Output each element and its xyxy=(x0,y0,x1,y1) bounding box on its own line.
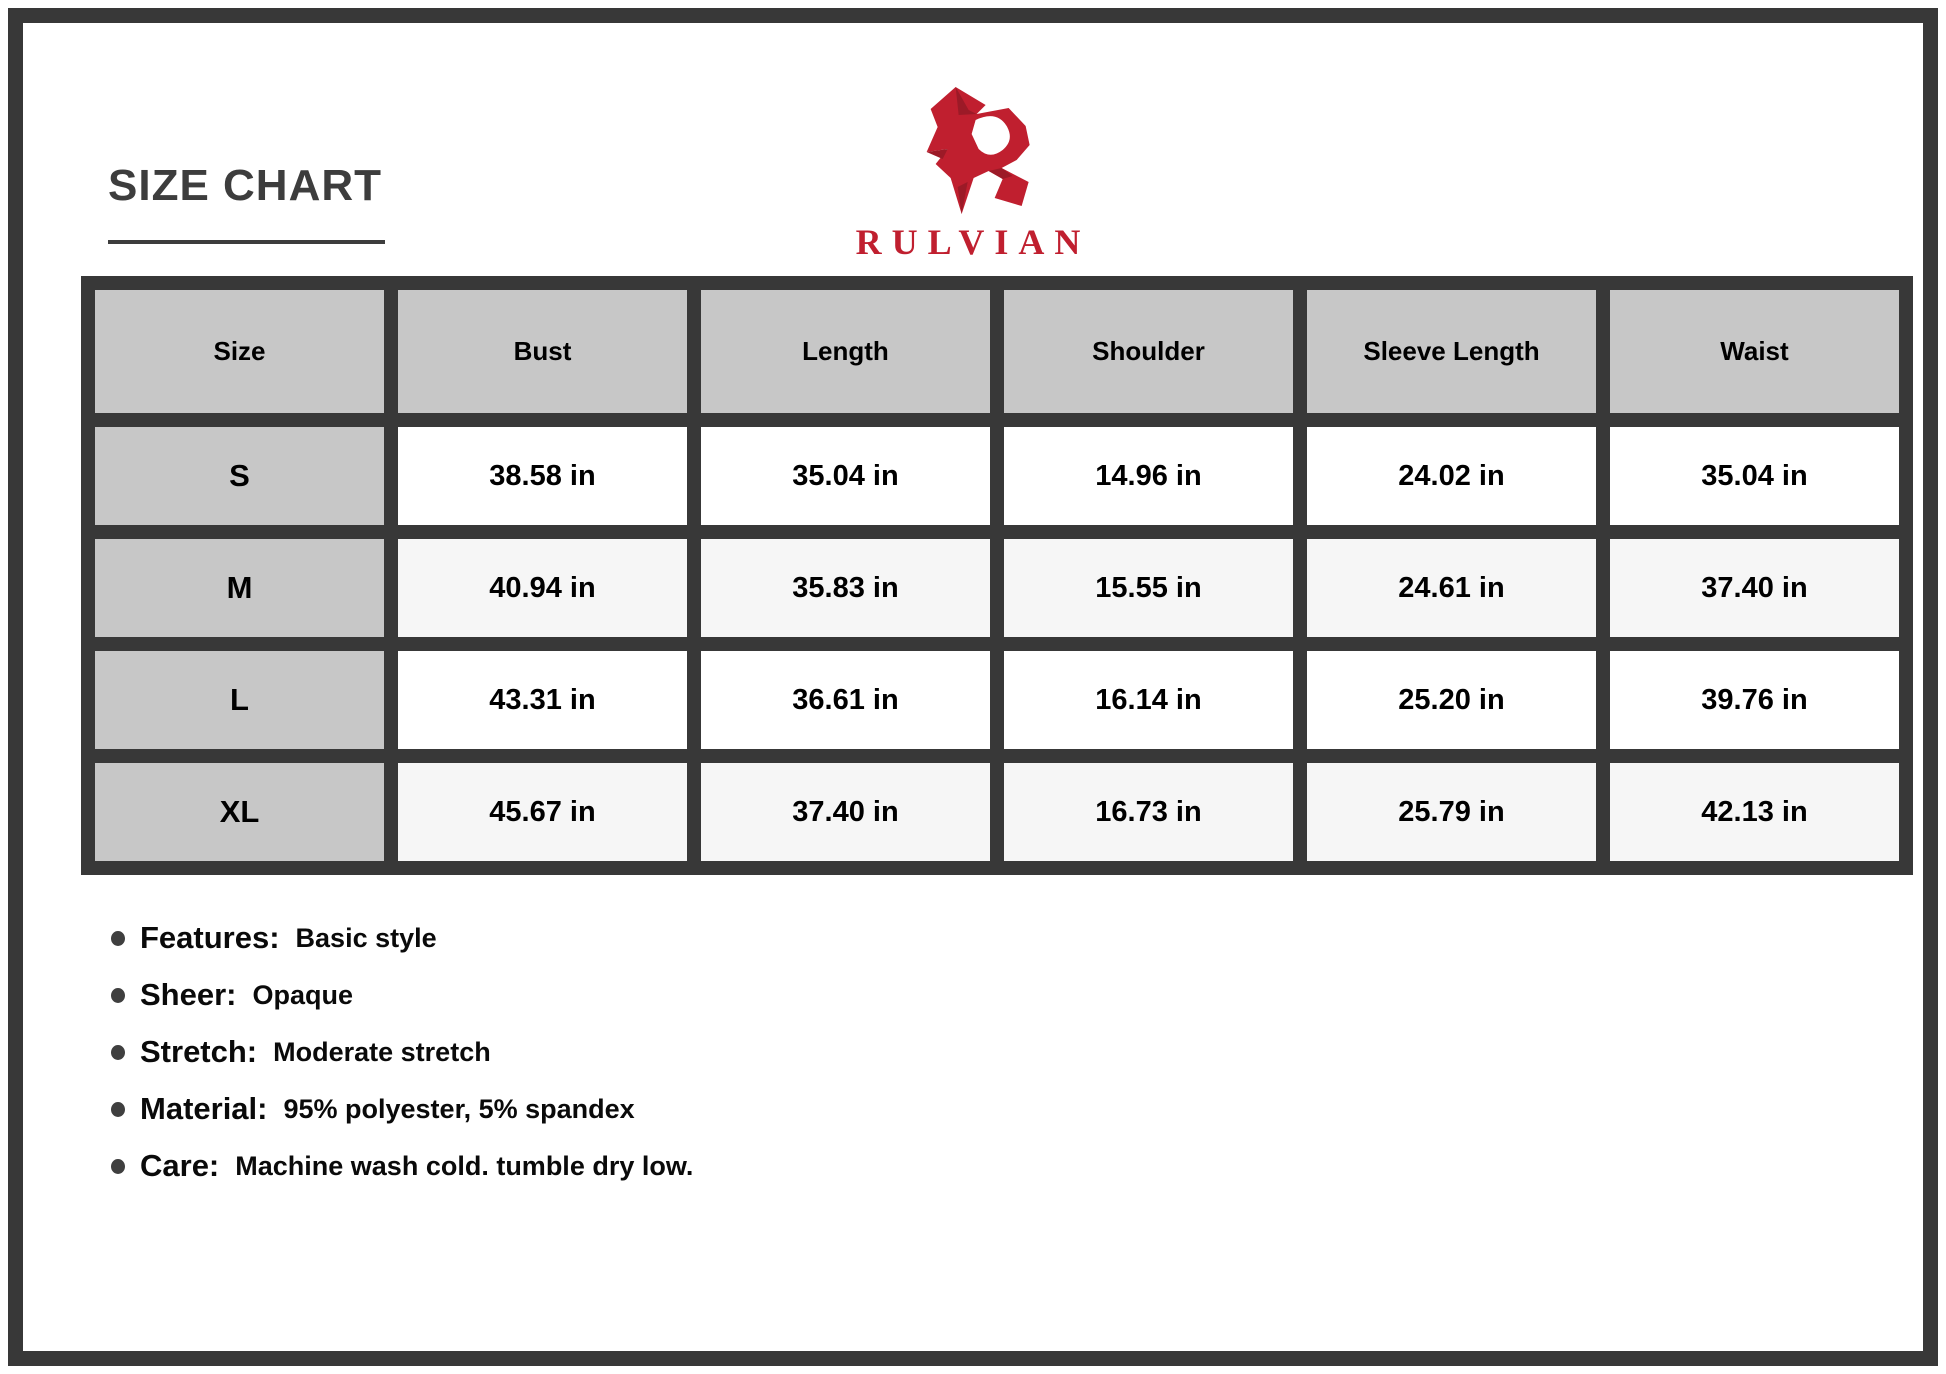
bullet-icon xyxy=(111,1159,125,1174)
brand-logo xyxy=(856,79,1091,263)
row-s-length: 35.04 in xyxy=(701,427,990,525)
row-xl-sleeve-length: 25.79 in xyxy=(1307,763,1596,861)
row-l-waist: 39.76 in xyxy=(1610,651,1899,749)
row-xl-length: 37.40 in xyxy=(701,763,990,861)
rulvian-r-logo-icon xyxy=(856,79,1091,215)
bullet-icon xyxy=(111,1045,125,1060)
row-l-shoulder: 16.14 in xyxy=(1004,651,1293,749)
row-s-waist: 35.04 in xyxy=(1610,427,1899,525)
row-xl-shoulder: 16.73 in xyxy=(1004,763,1293,861)
title-underline xyxy=(108,240,385,244)
bullet-icon xyxy=(111,988,125,1003)
page-frame xyxy=(8,8,1938,1366)
row-s-shoulder: 14.96 in xyxy=(1004,427,1293,525)
list-item-material xyxy=(111,1092,693,1126)
detail-label: Stretch: xyxy=(140,1034,258,1069)
detail-label: Sheer: xyxy=(140,977,237,1012)
brand-name: RULVIAN xyxy=(855,222,1091,262)
detail-label: Material: xyxy=(140,1091,268,1126)
product-details-list xyxy=(111,921,693,1206)
row-m-bust: 40.94 in xyxy=(398,539,687,637)
list-item-sheer xyxy=(111,978,693,1012)
column-header-waist: Waist xyxy=(1610,290,1899,413)
list-item-features xyxy=(111,921,693,955)
column-header-size: Size xyxy=(95,290,384,413)
detail-label: Care: xyxy=(140,1148,220,1183)
list-item-care xyxy=(111,1149,693,1183)
row-s-size-label: S xyxy=(95,427,384,525)
row-xl-bust: 45.67 in xyxy=(398,763,687,861)
row-l-bust: 43.31 in xyxy=(398,651,687,749)
size-chart-table xyxy=(81,276,1913,875)
row-l-size-label: L xyxy=(95,651,384,749)
detail-value: Basic style xyxy=(295,922,437,953)
column-header-bust: Bust xyxy=(398,290,687,413)
detail-value: Moderate stretch xyxy=(273,1036,491,1067)
row-m-sleeve-length: 24.61 in xyxy=(1307,539,1596,637)
row-xl-waist: 42.13 in xyxy=(1610,763,1899,861)
row-m-shoulder: 15.55 in xyxy=(1004,539,1293,637)
list-item-stretch xyxy=(111,1035,693,1069)
detail-value: 95% polyester, 5% spandex xyxy=(283,1093,635,1124)
detail-value: Opaque xyxy=(252,979,353,1010)
column-header-length: Length xyxy=(701,290,990,413)
row-m-length: 35.83 in xyxy=(701,539,990,637)
row-l-sleeve-length: 25.20 in xyxy=(1307,651,1596,749)
row-xl-size-label: XL xyxy=(95,763,384,861)
detail-label: Features: xyxy=(140,920,280,955)
bullet-icon xyxy=(111,1102,125,1117)
row-l-length: 36.61 in xyxy=(701,651,990,749)
page-title: SIZE CHART xyxy=(108,161,382,210)
column-header-sleeve-length: Sleeve Length xyxy=(1307,290,1596,413)
row-s-bust: 38.58 in xyxy=(398,427,687,525)
detail-value: Machine wash cold. tumble dry low. xyxy=(235,1150,694,1181)
row-m-size-label: M xyxy=(95,539,384,637)
row-m-waist: 37.40 in xyxy=(1610,539,1899,637)
column-header-shoulder: Shoulder xyxy=(1004,290,1293,413)
bullet-icon xyxy=(111,931,125,946)
row-s-sleeve-length: 24.02 in xyxy=(1307,427,1596,525)
